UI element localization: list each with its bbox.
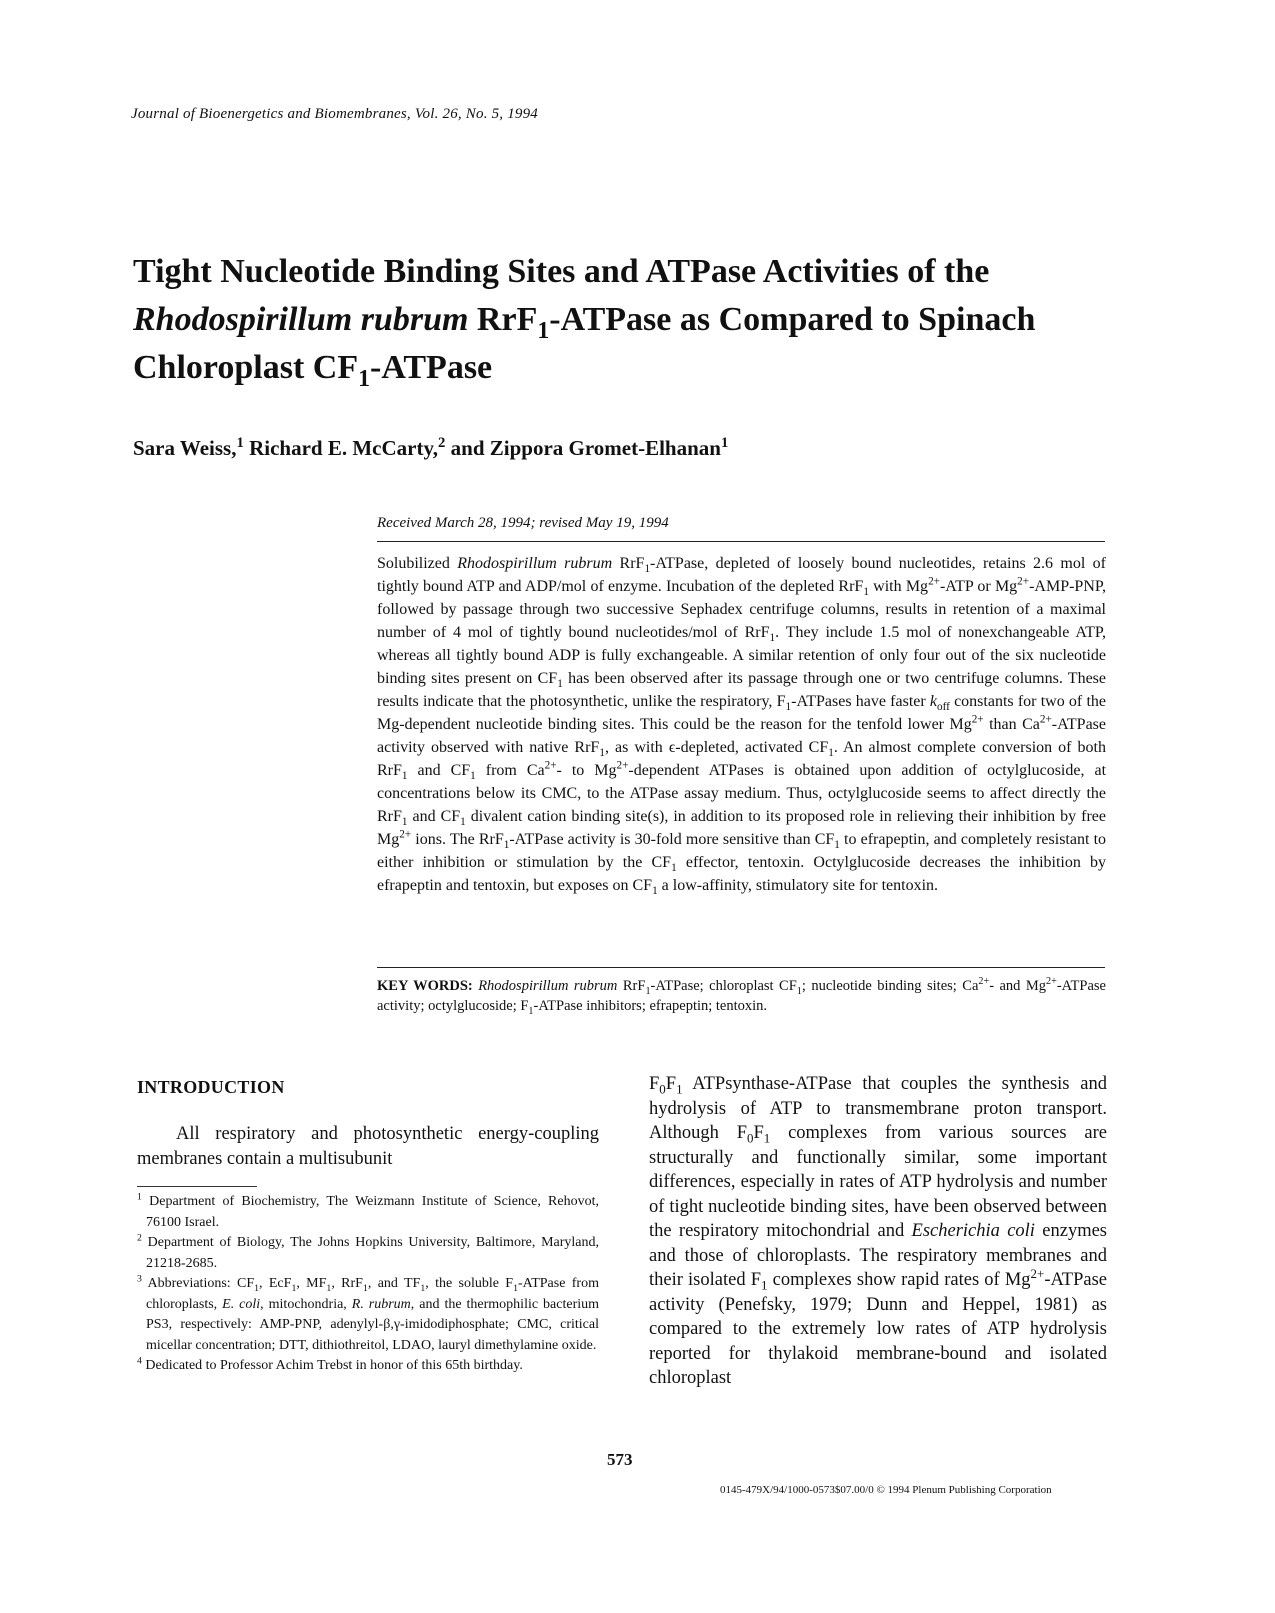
author-list [133,436,1083,461]
keywords-label: KEY WORDS: [377,978,473,994]
title-sub: 1 [537,317,550,344]
abstract-top-rule [377,541,1105,542]
footnote: $^2$ Department of Biology, The Johns Hopkins University, Baltimore, Maryland, 21218-2685. [137,1232,599,1271]
affiliation-mark: 2 [438,435,446,451]
title-sub: 1 [358,365,371,392]
intro-right-paragraph: $F_0F_1$ ATPsynthase-ATPase that couples the synthesis and hydrolysis of ATP to transmembrane proton transport. Although $F_0F_1$ complexes from various sources are structurally and functionally similar, some important differences, especially in rates of ATP hydrolysis and number of tight nucleotide binding sites, have been observed between the respiratory mitochondrial and Escherichia coli enzymes and those of chloroplasts. The respiratory membranes and their isolated $F_1$ complexes show rapid rates of $Mg^{2+}$-ATPase activity (Penefsky, 1979; Dunn and Heppel, 1981) as compared to the extremely low rates of ATP hydrolysis reported for thylakoid membrane-bound and isolated chloroplast [649,1074,1107,1388]
title-organism: Rhodospirillum rubrum [133,301,469,338]
abstract [377,552,1106,897]
footnote-rule [137,1186,257,1187]
title-text: RrF [468,301,538,338]
author: Richard E. McCarty, [243,436,439,460]
abstract-bottom-rule [377,967,1105,968]
title-text: Chloroplast CF [133,349,359,386]
footnotes [137,1192,599,1377]
author: and Zippora Gromet-Elhanan [445,436,721,460]
article-title [133,248,1133,392]
affiliation-mark: 1 [236,435,244,451]
journal-header: Journal of Bioenergetics and Biomembranes, Vol. 26, No. 5, 1994 [131,106,539,122]
abstract-text: Solubilized Rhodospirillum rubrum RrF$_1$-ATPase, depleted of loosely bound nucleotides, retains 2.6 mol of tightly bound ATP and ADP/mol of enzyme. Incubation of the depleted RrF$_1$ with $Mg^{2+}$-ATP or $Mg^{2+}-AMP$-PNP, followed by passage through two successive Sephadex centrifuge columns, results in retention of a maximal number of 4 mol of tightly bound nucleotides/mol of RrF$_1$. They include 1.5 mol of nonexchangeable ATP, whereas all tightly bound ADP is fully exchangeable. A similar retention of only four out of the six nucleotide binding sites present on $CF_1$ has been observed after its passage through one or two centrifuge columns. These results indicate that the photosynthetic, unlike the respiratory, $F_1$-ATPases have faster $k_{off}$ constants for two of the Mg-dependent nucleotide binding sites. This could be the reason for the tenfold lower $Mg^{2+}$ than $Ca^{2+}$-ATPase activity observed with native RrF$_1$, as with ϵ-depleted, activated $CF_1$. An almost complete conversion of both RrF$_1$ and $CF_1$ from $Ca^{2+}-$ to $Mg^{2+}$-dependent ATPases is obtained upon addition of octylglucoside, at concentrations below its CMC, to the ATPase assay medium. Thus, octylglucoside seems to affect directly the RrF$_1$ and $CF_1$ divalent cation binding site(s), in addition to its proposed role in relieving their inhibition by free $Mg^{2+}$ ions. The RrF$_1$-ATPase activity is 30-fold more sensitive than $CF_1$ to efrapeptin, and completely resistant to either inhibition or stimulation by the $CF_1$ effector, tentoxin. Octylglucoside decreases the inhibition by efrapeptin and tentoxin, but exposes on $CF_1$ a low-affinity, stimulatory site for tentoxin. [377,555,1107,898]
section-heading: INTRODUCTION [137,1077,285,1097]
received-dates: Received March 28, 1994; revised May 19, 1994 [377,515,669,531]
title-text: -ATPase [370,349,493,386]
footnote: $^1$ Department of Biochemistry, The Weizmann Institute of Science, Rehovot, 76100 Israel. [137,1191,599,1230]
intro-left-paragraph: All respiratory and photosynthetic energy-coupling membranes contain a multisubunit [137,1124,599,1169]
copyright-line: 0145-479X/94/1000-0573$07.00/0 © 1994 Plenum Publishing Corporation [720,1484,1052,1496]
footnote: $^3$ Abbreviations: $CF_1$, EcF$_1$, $MF_1$, RrF$_1$, and $TF_1$, the soluble $F_1$-ATPase from chloroplasts, E. coli, mitochondria, R. rubrum, and the thermophilic bacterium PS3, respectively: AMP-PNP, adenylyl-β,γ-imidodiphosphate; CMC, critical micellar concentration; DTT, dithiothreitol, LDAO, lauryl dimethylamine oxide. [137,1273,600,1353]
affiliation-mark: 1 [720,435,729,451]
keywords: KEY WORDS: Rhodospirillum rubrum RrF$_1$-ATPase; chloroplast $CF_1$; nucleotide binding sites; $Ca^{2+}-$ and $Mg^{2+}$-ATPase activity; octylglucoside; $F_1$-ATPase inhibitors; efrapeptin; tentoxin. [377,976,1106,1017]
title-text: -ATPase as Compared to Spinach [549,301,1036,338]
footnote: $^4$ Dedicated to Professor Achim Trebst in honor of this 65th birthday. [137,1355,523,1373]
title-line1: Tight Nucleotide Binding Sites and ATPase Activities of the [133,253,990,290]
page-number: 573 [607,1450,633,1469]
author: Sara Weiss, [133,436,237,460]
